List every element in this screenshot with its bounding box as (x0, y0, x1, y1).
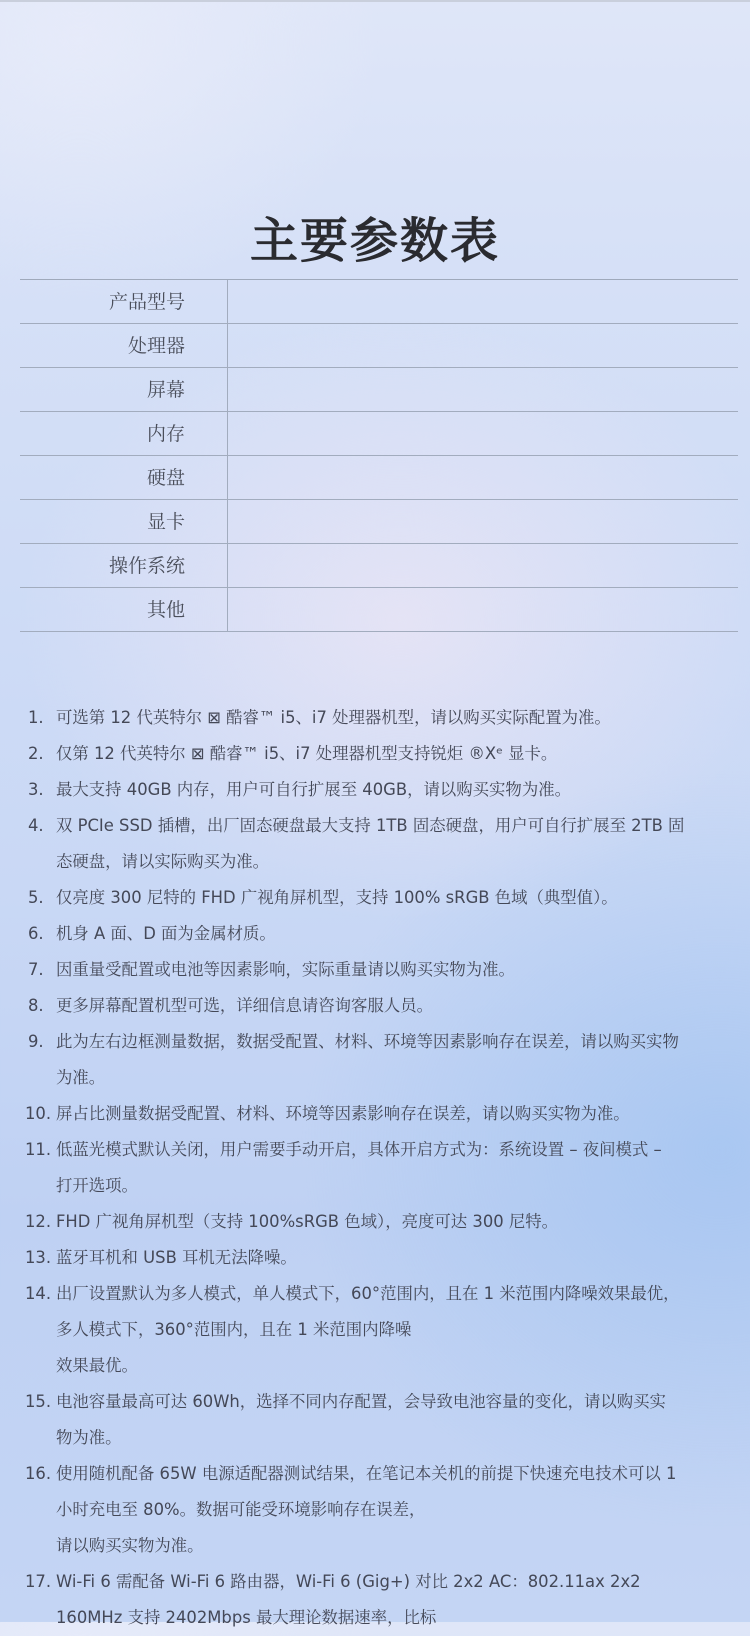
footnote-line: 蓝牙耳机和 USB 耳机无法降噪。 (56, 1248, 297, 1267)
footnote-item (22, 880, 740, 916)
spec-value-storage (228, 456, 738, 499)
spec-value-screen (228, 368, 738, 411)
footnote-number: 12. (25, 1212, 52, 1231)
spec-value-model (228, 280, 738, 323)
footnote-number: 15. (25, 1392, 52, 1411)
spec-row (20, 456, 738, 500)
spec-row (20, 544, 738, 588)
footnote-number: 3. (28, 780, 44, 799)
spec-value-os (228, 544, 738, 587)
footnote-line: 仅第 12 代英特尔 ⊠ 酷睿™ i5、i7 处理器机型支持锐炬 ®Xᵉ 显卡。 (56, 744, 558, 763)
footnote-line: FHD 广视角屏机型（支持 100%sRGB 色域），亮度可达 300 尼特。 (56, 1212, 559, 1231)
footnote-line: 仅亮度 300 尼特的 FHD 广视角屏机型，支持 100% sRGB 色域（典型值）。 (56, 888, 618, 907)
page-title: 主要参数表 (249, 213, 500, 270)
spec-row (20, 412, 738, 456)
footnote-line: 更多屏幕配置机型可选，详细信息请咨询客服人员。 (56, 996, 433, 1015)
spec-value-graphics (228, 500, 738, 543)
footnote-number: 2. (28, 744, 44, 763)
spec-label-processor: 处理器 (20, 324, 228, 367)
top-divider (0, 0, 750, 2)
spec-label-os: 操作系统 (20, 544, 228, 587)
footnote-line: 为准。 (56, 1068, 106, 1087)
footnote-line: 电池容量最高可达 60Wh，选择不同内存配置，会导致电池容量的变化，请以购买实 (56, 1392, 666, 1411)
spec-value-processor (228, 324, 738, 367)
footnote-line: 160MHz 支持 2402Mbps 最大理论数据速率，比标 (56, 1608, 437, 1627)
footnote-line: 最大支持 40GB 内存，用户可自行扩展至 40GB，请以购买实物为准。 (56, 780, 571, 799)
footnote-item (22, 952, 740, 988)
footnote-item (22, 1564, 740, 1636)
footnote-number: 11. (25, 1140, 52, 1159)
footnote-line: 效果最优。 (56, 1356, 138, 1375)
spec-row (20, 588, 738, 632)
footnote-line: 物为准。 (56, 1428, 122, 1447)
footnote-line: 出厂设置默认为多人模式，单人模式下，60°范围内，且在 1 米范围内降噪效果最优， (56, 1284, 680, 1303)
footnote-item (22, 1204, 740, 1240)
footnote-number: 17. (25, 1572, 52, 1591)
footnote-number: 9. (28, 1032, 44, 1051)
footnote-number: 7. (28, 960, 44, 979)
footnote-line: Wi-Fi 6 需配备 Wi-Fi 6 路由器，Wi-Fi 6 (Gig+) 对比 2x2 AC：802.11ax 2x2 (56, 1572, 641, 1591)
footnote-number: 14. (25, 1284, 52, 1303)
footnotes-list (22, 700, 740, 1636)
spec-label-screen: 屏幕 (20, 368, 228, 411)
footnote-item (22, 1384, 740, 1456)
footnote-line: 机身 A 面、D 面为金属材质。 (56, 924, 276, 943)
spec-value-memory (228, 412, 738, 455)
footnote-item (22, 808, 740, 880)
footnote-line: 打开选项。 (56, 1176, 138, 1195)
spec-label-other: 其他 (20, 588, 228, 631)
footnote-number: 6. (28, 924, 44, 943)
spec-row (20, 500, 738, 544)
footnote-line: 请以购买实物为准。 (56, 1536, 204, 1555)
spec-value-other (228, 588, 738, 631)
footnote-line: 低蓝光模式默认关闭，用户需要手动开启，具体开启方式为：系统设置 – 夜间模式 – (56, 1140, 662, 1159)
footnote-line: 可选第 12 代英特尔 ⊠ 酷睿™ i5、i7 处理器机型，请以购买实际配置为准。 (56, 708, 611, 727)
spec-label-memory: 内存 (20, 412, 228, 455)
footnote-line: 小时充电至 80%。数据可能受环境影响存在误差， (56, 1500, 426, 1519)
footnote-item (22, 1096, 740, 1132)
footnote-line: 使用随机配备 65W 电源适配器测试结果，在笔记本关机的前提下快速充电技术可以 1 (56, 1464, 677, 1483)
spec-row (20, 324, 738, 368)
footnote-number: 13. (25, 1248, 52, 1267)
footnote-number: 1. (28, 708, 44, 727)
footnote-line: 态硬盘，请以实际购买为准。 (56, 852, 270, 871)
footnote-item (22, 1024, 740, 1096)
footnote-number: 4. (28, 816, 44, 835)
footnote-item (22, 1132, 740, 1204)
footnote-item (22, 916, 740, 952)
footnote-number: 10. (25, 1104, 52, 1123)
footnote-item (22, 736, 740, 772)
footnote-number: 8. (28, 996, 44, 1015)
footnote-item (22, 1240, 740, 1276)
footnote-item (22, 1276, 740, 1384)
footnote-line: 双 PCIe SSD 插槽，出厂固态硬盘最大支持 1TB 固态硬盘，用户可自行扩展至 2TB 固 (56, 816, 685, 835)
footnote-line: 屏占比测量数据受配置、材料、环境等因素影响存在误差，请以购买实物为准。 (56, 1104, 630, 1123)
footnote-line: 多人模式下，360°范围内，且在 1 米范围内降噪 (56, 1320, 412, 1339)
spec-label-storage: 硬盘 (20, 456, 228, 499)
spec-row (20, 368, 738, 412)
footnote-item (22, 1456, 740, 1564)
footnote-number: 16. (25, 1464, 52, 1483)
footnote-item (22, 772, 740, 808)
footnote-item (22, 988, 740, 1024)
spec-row (20, 280, 738, 324)
footnote-item (22, 700, 740, 736)
footnote-line: 因重量受配置或电池等因素影响，实际重量请以购买实物为准。 (56, 960, 515, 979)
spec-label-graphics: 显卡 (20, 500, 228, 543)
spec-table (20, 279, 738, 632)
footnote-line: 此为左右边框测量数据，数据受配置、材料、环境等因素影响存在误差，请以购买实物 (56, 1032, 679, 1051)
footnote-number: 5. (28, 888, 44, 907)
spec-label-model: 产品型号 (20, 280, 228, 323)
